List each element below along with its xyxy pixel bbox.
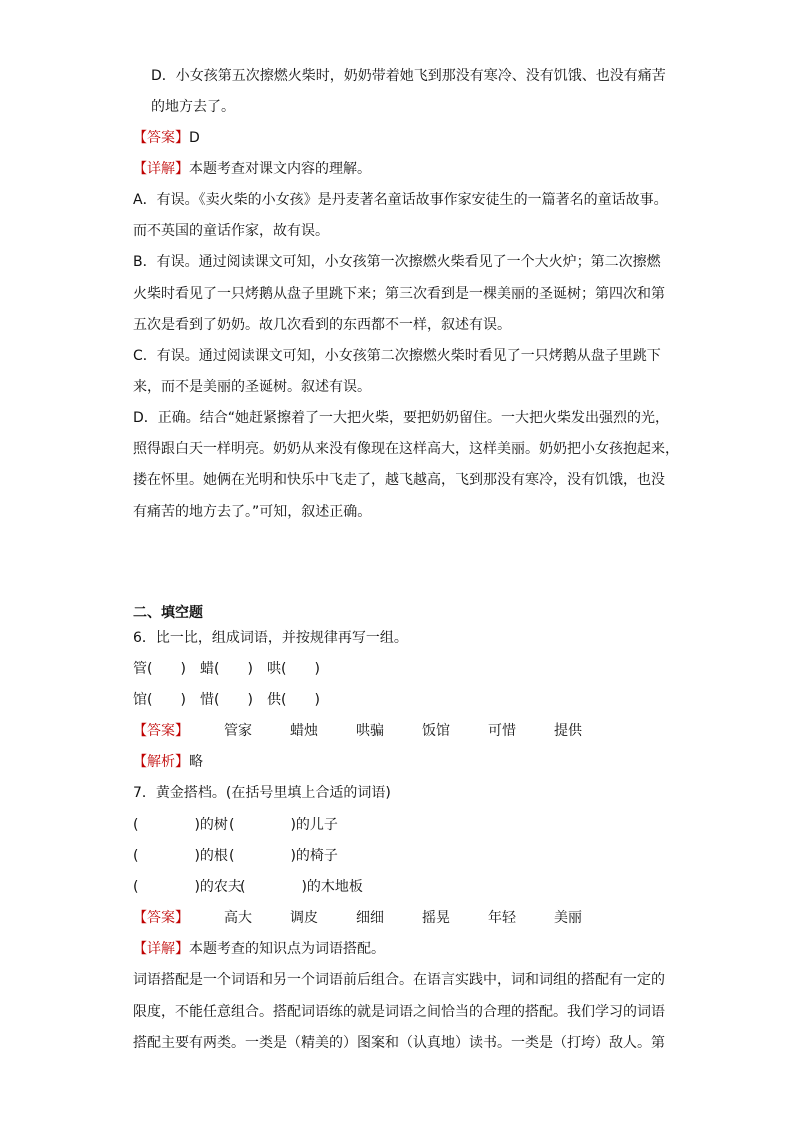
answer-value: D [189, 130, 200, 146]
q6-answer-row [133, 721, 582, 741]
q7-detail-row [133, 939, 385, 959]
option-d-line-1: D．小女孩第五次擦燃火柴时，奶奶带着她飞到那没有寒冷、没有饥饿、也没有痛苦 [151, 68, 666, 84]
explain-line: 火柴时看见了一只烤鹅从盘子里跳下来；第三次看到是一棵美丽的圣诞树；第四次和第 [133, 286, 665, 302]
explain-line: A．有误。《卖火柴的小女孩》是丹麦著名童话故事作家安徒生的一篇著名的童话故事。 [133, 192, 668, 208]
q6-analysis-row [133, 752, 203, 772]
explain-line: 限度，不能任意组合。搭配词语练的就是词语之间恰当的合理的搭配。我们学习的词语 [133, 1004, 665, 1020]
q7-blank-phrase: ( )的木地板 [240, 879, 363, 895]
explain-line: C．有误。通过阅读课文可知，小女孩第二次擦燃火柴时看见了一只烤鹅从盘子里跳下 [133, 348, 661, 364]
answer-row [133, 128, 200, 148]
analysis-label: 【解析】 [133, 754, 189, 770]
explain-line: 词语搭配是一个词语和另一个词语前后组合。在语言实践中，词和词组的搭配有一定的 [133, 972, 665, 988]
analysis-value: 略 [189, 754, 203, 770]
detail-row [133, 159, 371, 179]
q7-pair-row [133, 846, 338, 866]
q7-pair-row [133, 815, 338, 835]
q6-item: 惜( ) [200, 692, 253, 708]
q7-blank-phrase: ( )的根 [133, 848, 228, 864]
explain-line: 五次是看到了奶奶。故几次看到的东西都不一样，叙述有误。 [133, 317, 511, 333]
q6-stem: 6．比一比，组成词语，并按规律再写一组。 [133, 630, 408, 646]
q6-item: 蜡( ) [200, 661, 253, 677]
answer-word: 饭馆 [422, 723, 450, 739]
q6-row-2 [133, 690, 320, 710]
q6-item: 管( ) [133, 661, 186, 677]
q7-blank-phrase: ( )的儿子 [229, 817, 338, 833]
explain-line: 搂在怀里。她俩在光明和快乐中飞走了，越飞越高，飞到那没有寒冷，没有饥饿，也没 [133, 472, 665, 488]
detail-label: 【详解】 [133, 941, 189, 957]
answer-word: 摇晃 [422, 910, 450, 926]
explain-line: 来，而不是美丽的圣诞树。叙述有误。 [133, 379, 371, 395]
q6-item: 馆( ) [133, 692, 186, 708]
answer-label: 【答案】 [133, 130, 189, 146]
q6-item: 供( ) [267, 692, 320, 708]
answer-word: 高大 [224, 910, 252, 926]
explain-line: B．有误。通过阅读课文可知，小女孩第一次擦燃火柴看见了一个大火炉；第二次擦燃 [133, 254, 661, 270]
q7-pair-row [133, 877, 363, 897]
detail-intro: 本题考查的知识点为词语搭配。 [189, 941, 385, 957]
q7-blank-phrase: ( )的农夫 [133, 879, 242, 895]
answer-word: 提供 [554, 723, 582, 739]
explain-line: 搭配主要有两类。一类是（精美的）图案和（认真地）读书。一类是（打垮）敌人。第 [133, 1035, 665, 1051]
explain-line: D．正确。结合“她赶紧擦着了一大把火柴，要把奶奶留住。一大把火柴发出强烈的光， [133, 410, 670, 426]
explain-line: 有痛苦的地方去了。”可知，叙述正确。 [133, 504, 372, 520]
option-d-line-2: 的地方去了。 [151, 99, 235, 115]
q7-answer-row [133, 908, 582, 928]
explain-line: 照得跟白天一样明亮。奶奶从来没有像现在这样高大，这样美丽。奶奶把小女孩抱起来， [133, 441, 679, 457]
answer-label: 【答案】 [133, 910, 189, 926]
answer-word: 可惜 [488, 723, 516, 739]
answer-word: 调皮 [290, 910, 318, 926]
answer-word: 美丽 [554, 910, 582, 926]
q6-row-1 [133, 659, 320, 679]
answer-word: 蜡烛 [290, 723, 318, 739]
q7-blank-phrase: ( )的树 [133, 817, 228, 833]
answer-word: 细细 [356, 910, 384, 926]
section-heading: 二、填空题 [133, 605, 203, 621]
answer-word: 哄骗 [356, 723, 384, 739]
detail-label: 【详解】 [133, 161, 189, 177]
detail-intro: 本题考查对课文内容的理解。 [189, 161, 371, 177]
answer-word: 管家 [224, 723, 252, 739]
q7-stem: 7．黄金搭档。(在括号里填上合适的词语) [133, 785, 391, 801]
q6-item: 哄( ) [267, 661, 320, 677]
q7-blank-phrase: ( )的椅子 [229, 848, 338, 864]
answer-label: 【答案】 [133, 723, 189, 739]
answer-word: 年轻 [488, 910, 516, 926]
explain-line: 而不英国的童话作家，故有误。 [133, 223, 329, 239]
